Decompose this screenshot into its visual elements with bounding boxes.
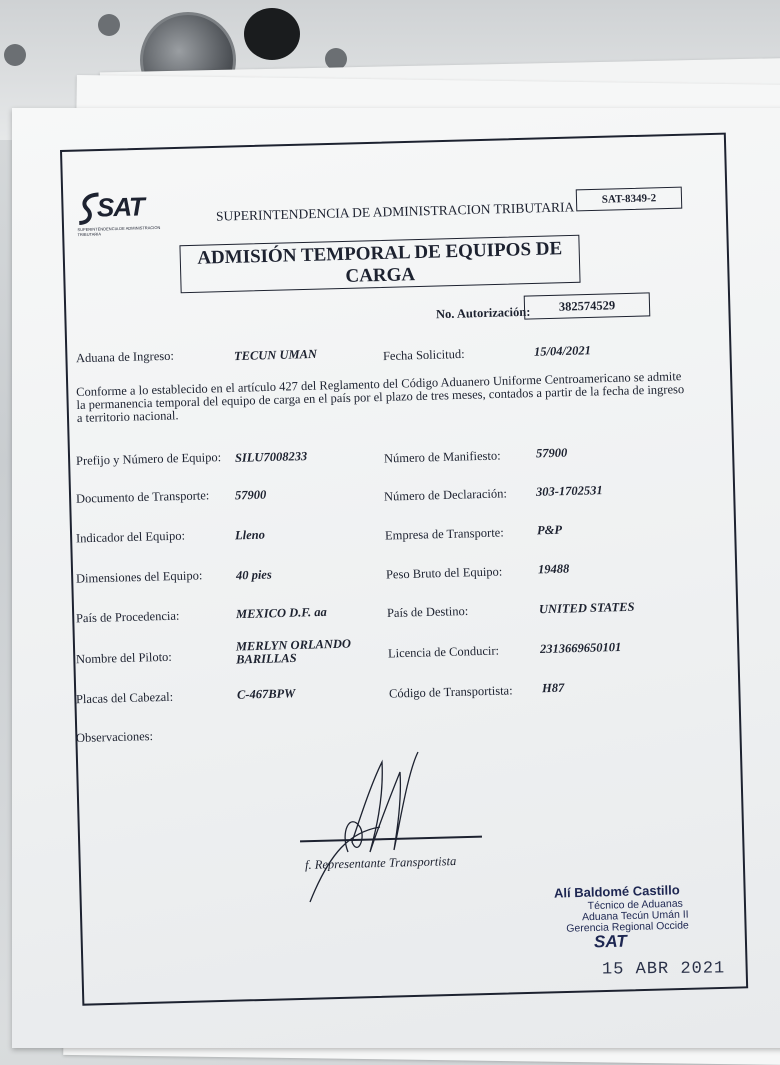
prefijo-value: SILU7008233 (234, 449, 308, 465)
piloto-value-line-1: MERLYN ORLANDO (235, 636, 352, 654)
declaracion-value: 303-1702531 (535, 483, 603, 499)
fecha-label: Fecha Solicitud: (382, 346, 465, 364)
placas-label: Placas del Cabezal: (75, 689, 174, 707)
title-line-1: ADMISIÓN TEMPORAL DE EQUIPOS DE (197, 238, 563, 269)
prefijo-label: Prefijo y Número de Equipo: (75, 450, 222, 468)
authorization-label: No. Autorización: (435, 304, 531, 322)
manifiesto-value: 57900 (535, 445, 568, 461)
legal-paragraph: Conforme a lo establecido en el artículo 427 del Reglamento del Código Aduanero Uniforme Centroamericano se admite la permanencia temporal del equipo de carga en el país por el plazo de tres meses, contados a partir de la fecha de ingreso a territorio nacional. (75, 369, 685, 425)
stamp-block (566, 897, 689, 935)
procedencia-label: País de Procedencia: (75, 608, 180, 626)
peso-label: Peso Bruto del Equipo: (385, 564, 503, 582)
declaracion-label: Número de Declaración: (383, 486, 508, 504)
stamp-official-name: Alí Baldomé Castillo (553, 882, 680, 901)
logo-text: SAT (96, 191, 145, 223)
indicador-value: Lleno (234, 527, 266, 543)
licencia-value: 2313669650101 (539, 639, 622, 657)
indicador-label: Indicador del Equipo: (75, 528, 186, 546)
stamp-date: 15 ABR 2021 (601, 959, 726, 980)
hole (244, 8, 300, 60)
piloto-label: Nombre del Piloto: (75, 649, 172, 667)
destino-label: País de Destino: (386, 603, 469, 621)
signature-caption: f. Representante Transportista (304, 854, 457, 872)
transportista-label: Código de Transportista: (388, 683, 513, 701)
empresa-value: P&P (536, 522, 563, 538)
manifiesto-label: Número de Manifiesto: (383, 448, 501, 466)
handwritten-signature (300, 742, 460, 912)
documento-value: 57900 (234, 487, 267, 503)
aduana-label: Aduana de Ingreso: (75, 348, 175, 366)
stamp-office: Aduana Tecún Umán II (581, 908, 689, 924)
aduana-value: TECUN UMAN (233, 346, 318, 364)
transportista-value: H87 (541, 680, 565, 696)
agency-name: SUPERINTENDENCIA DE ADMINISTRACION TRIBUTARIA (215, 199, 575, 224)
licencia-label: Licencia de Conducir: (387, 643, 500, 661)
fecha-value: 15/04/2021 (533, 343, 592, 359)
sat-logo (76, 191, 161, 238)
empresa-label: Empresa de Transporte: (384, 525, 504, 543)
piloto-value-line-2: BARILLAS (235, 650, 297, 667)
logo-subtitle: SUPERINTENDENCIA DE ADMINISTRACION TRIBUTARIA (77, 224, 161, 238)
procedencia-value: MEXICO D.F. aa (235, 604, 327, 622)
destino-value: UNITED STATES (538, 599, 635, 617)
dimensiones-label: Dimensiones del Equipo: (75, 568, 203, 586)
documento-label: Documento de Transporte: (75, 488, 210, 506)
observaciones-label: Observaciones: (75, 728, 154, 746)
form-code: SAT-8349-2 (576, 187, 683, 212)
dimensiones-value: 40 pies (235, 567, 272, 583)
placas-value: C-467BPW (236, 686, 296, 702)
authorization-number: 382574529 (524, 292, 651, 319)
hole (98, 14, 120, 36)
peso-value: 19488 (537, 561, 570, 577)
stamp-sat-logo: SAT (593, 931, 627, 952)
title-line-2: CARGA (345, 264, 416, 287)
hole (4, 44, 26, 66)
stamp-region: Gerencia Regional Occide (566, 919, 689, 935)
piloto-value (236, 637, 352, 666)
stamp-title: Técnico de Aduanas (587, 897, 683, 913)
